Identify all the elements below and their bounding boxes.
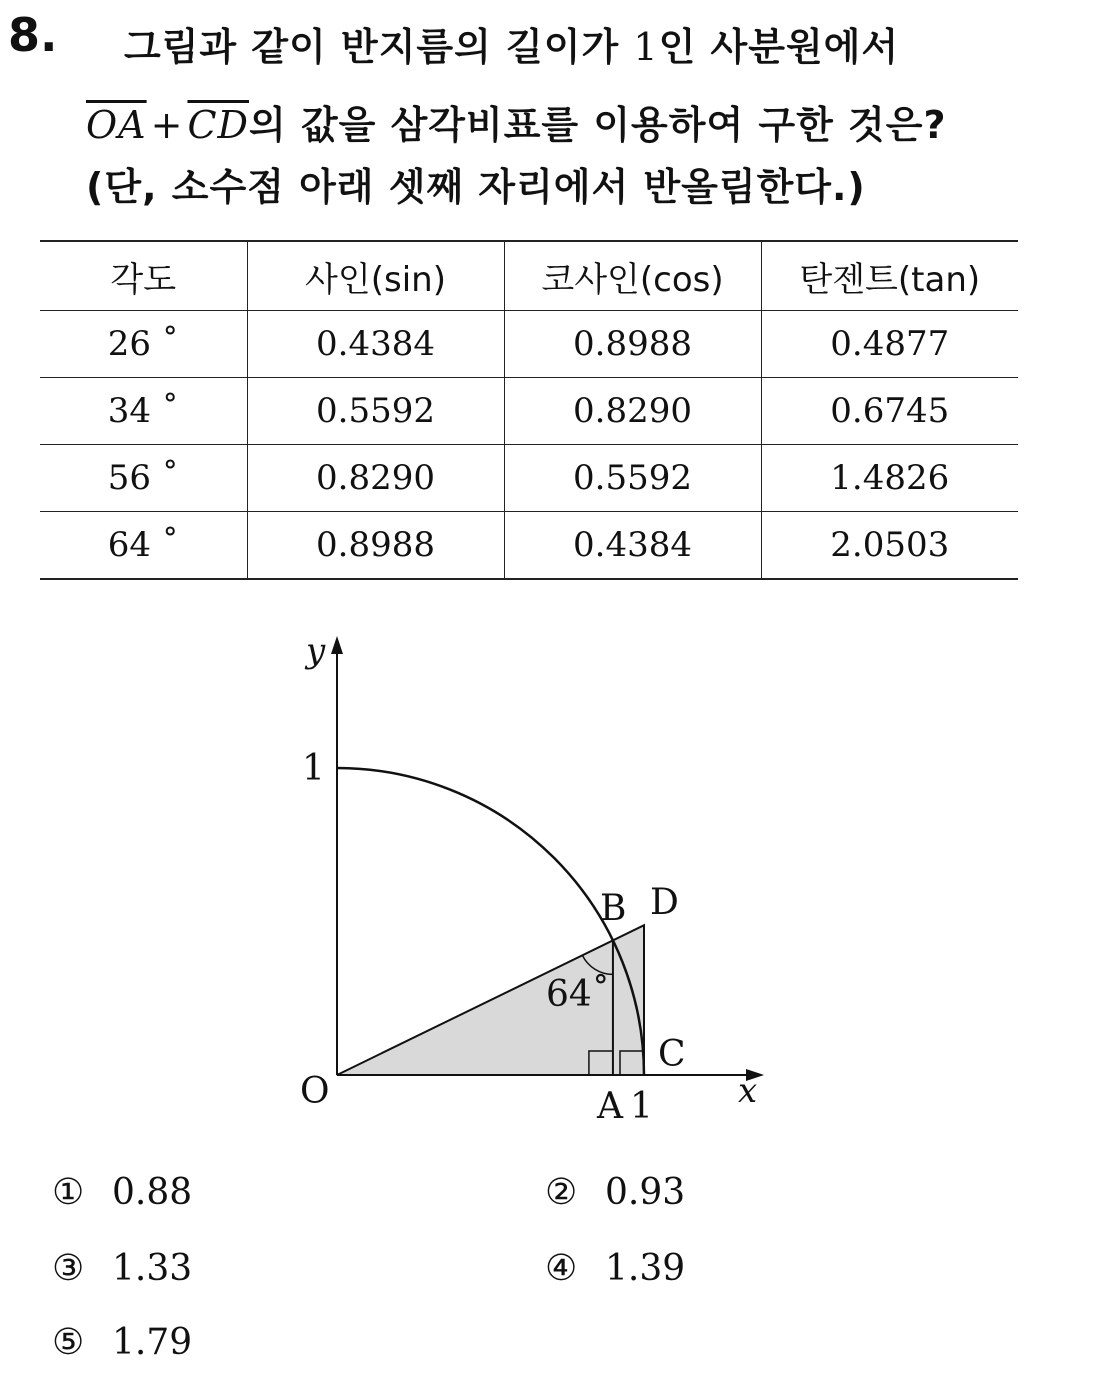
cell-cos: 0.8988 [504, 311, 761, 378]
choice-3-value: 1.33 [112, 1248, 193, 1289]
question-text-1b: 인 사분원에서 [658, 25, 900, 69]
angle-label: 64˚ [546, 974, 610, 1015]
choice-5-mark: ⑤ [52, 1322, 85, 1363]
choice-1-value: 0.88 [112, 1172, 193, 1213]
choice-2[interactable] [545, 1172, 685, 1213]
question-condition: (단, 소수점 아래 셋째 자리에서 반올림한다.) [86, 165, 866, 209]
origin-label: O [300, 1071, 330, 1112]
cell-sin: 0.4384 [247, 311, 504, 378]
y-axis-label: y [306, 631, 326, 671]
choice-1-mark: ① [52, 1172, 85, 1213]
question-number: 8. [8, 8, 58, 62]
x-one-label: 1 [630, 1086, 653, 1127]
choice-5-value: 1.79 [112, 1322, 193, 1363]
point-d-label: D [650, 882, 679, 923]
point-b-label: B [600, 888, 627, 929]
segment-oa: $\overline{OA}$ [86, 103, 147, 147]
x-axis-label: x [738, 1071, 758, 1111]
cell-angle: 64 ˚ [40, 512, 247, 580]
choice-3-mark: ③ [52, 1248, 85, 1289]
segment-cd: $\overline{CD}$ [187, 103, 249, 147]
cell-tan: 0.6745 [761, 378, 1018, 445]
choice-4-mark: ④ [545, 1248, 578, 1289]
choice-4-value: 1.39 [605, 1248, 686, 1289]
plus-sign: + [150, 103, 184, 147]
question-text-2: 의 값을 삼각비표를 이용하여 구한 것은? [249, 103, 947, 147]
choice-2-mark: ② [545, 1172, 578, 1213]
question-text-1a: 그림과 같이 반지름의 길이가 [124, 25, 634, 69]
choice-1[interactable] [52, 1172, 192, 1213]
choice-5[interactable] [52, 1322, 192, 1363]
cell-tan: 2.0503 [761, 512, 1018, 580]
header-angle: 각도 [40, 241, 247, 311]
cell-sin: 0.5592 [247, 378, 504, 445]
cell-cos: 0.8290 [504, 378, 761, 445]
header-cos: 코사인(cos) [504, 241, 761, 311]
y-one-label: 1 [302, 748, 325, 789]
header-sin: 사인(sin) [247, 241, 504, 311]
cell-cos: 0.4384 [504, 512, 761, 580]
choice-3[interactable] [52, 1248, 192, 1289]
cell-angle: 56 ˚ [40, 445, 247, 512]
point-c-label: C [658, 1034, 686, 1075]
header-tan: 탄젠트(tan) [761, 241, 1018, 311]
cell-sin: 0.8988 [247, 512, 504, 580]
radius-value: 1 [633, 25, 659, 69]
cell-angle: 26 ˚ [40, 311, 247, 378]
point-a-label: A [597, 1086, 623, 1127]
cell-cos: 0.5592 [504, 445, 761, 512]
choice-4[interactable] [545, 1248, 685, 1289]
cell-tan: 1.4826 [761, 445, 1018, 512]
cell-sin: 0.8290 [247, 445, 504, 512]
cell-tan: 0.4877 [761, 311, 1018, 378]
choice-2-value: 0.93 [605, 1172, 686, 1213]
cell-angle: 34 ˚ [40, 378, 247, 445]
y-axis-arrow [331, 636, 343, 654]
